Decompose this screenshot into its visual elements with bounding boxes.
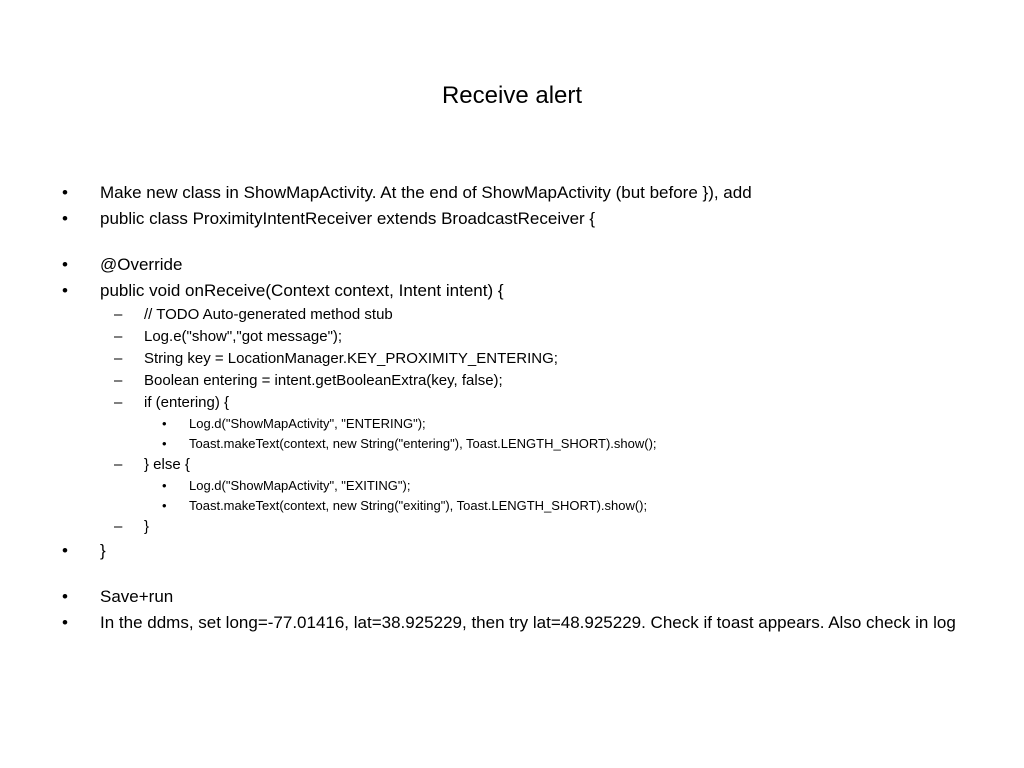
sub-sub-bullet-text: Log.d("ShowMapActivity", "ENTERING"); <box>189 416 426 431</box>
bullet-item <box>60 612 960 633</box>
sub-sub-bullet-text: Toast.makeText(context, new String("entering"), Toast.LENGTH_SHORT).show(); <box>189 436 657 451</box>
sub-sub-bullet-item <box>60 498 960 514</box>
bullet-item <box>60 586 960 607</box>
sub-bullet-text: } else { <box>144 456 190 473</box>
bullet-text: Save+run <box>100 587 174 606</box>
sub-bullet-text: // TODO Auto-generated method stub <box>144 306 393 323</box>
bullet-text: } <box>100 541 106 560</box>
dash-marker: – <box>114 518 123 535</box>
bullet-marker: • <box>62 183 68 202</box>
sub-sub-bullet-item <box>60 478 960 494</box>
sub-bullet-item <box>60 372 960 390</box>
bullet-marker: • <box>62 541 68 560</box>
sub-bullet-text: if (entering) { <box>144 394 230 411</box>
dash-marker: – <box>114 328 123 345</box>
bullet-text: @Override <box>100 255 183 274</box>
sub-sub-bullet-text: Toast.makeText(context, new String("exiting"), Toast.LENGTH_SHORT).show(); <box>189 498 648 513</box>
dash-marker: – <box>114 306 123 323</box>
bullet-marker: • <box>62 587 68 606</box>
sub-bullet-text: Boolean entering = intent.getBooleanExtra(key, false); <box>144 372 503 389</box>
bullet-marker: • <box>62 281 68 300</box>
bullet-text: public class ProximityIntentReceiver extends BroadcastReceiver { <box>100 209 596 228</box>
dash-marker: – <box>114 372 123 389</box>
bullet-text: public void onReceive(Context context, Intent intent) { <box>100 281 504 300</box>
sub-sub-bullet-text: Log.d("ShowMapActivity", "EXITING"); <box>189 478 411 493</box>
slide-body <box>60 182 960 638</box>
dash-marker: – <box>114 394 123 411</box>
bullet-item <box>60 208 960 229</box>
bullet-text: Make new class in ShowMapActivity. At the end of ShowMapActivity (but before }), add <box>100 183 752 202</box>
spacer <box>60 566 960 586</box>
sub-sub-bullet-item <box>60 416 960 432</box>
bullet-marker: • <box>162 498 167 513</box>
bullet-item <box>60 540 960 561</box>
bullet-item <box>60 182 960 203</box>
slide-title: Receive alert <box>441 82 583 109</box>
spacer <box>60 234 960 254</box>
sub-bullet-item <box>60 306 960 324</box>
bullet-text: In the ddms, set long=-77.01416, lat=38.925229, then try lat=48.925229. Check if toast appears. Also check in log <box>100 613 956 632</box>
bullet-marker: • <box>162 416 167 431</box>
bullet-marker: • <box>162 436 167 451</box>
bullet-marker: • <box>62 613 68 632</box>
sub-bullet-item <box>60 350 960 368</box>
dash-marker: – <box>114 456 123 473</box>
sub-bullet-item <box>60 518 960 536</box>
sub-bullet-text: String key = LocationManager.KEY_PROXIMITY_ENTERING; <box>144 350 558 367</box>
sub-bullet-text: } <box>144 518 150 535</box>
bullet-item <box>60 254 960 275</box>
sub-bullet-item <box>60 328 960 346</box>
sub-bullet-text: Log.e("show","got message"); <box>144 328 343 345</box>
dash-marker: – <box>114 350 123 367</box>
sub-bullet-item <box>60 456 960 474</box>
sub-bullet-item <box>60 394 960 412</box>
bullet-item <box>60 280 960 301</box>
bullet-marker: • <box>162 478 167 493</box>
bullet-marker: • <box>62 209 68 228</box>
sub-sub-bullet-item <box>60 436 960 452</box>
bullet-marker: • <box>62 255 68 274</box>
